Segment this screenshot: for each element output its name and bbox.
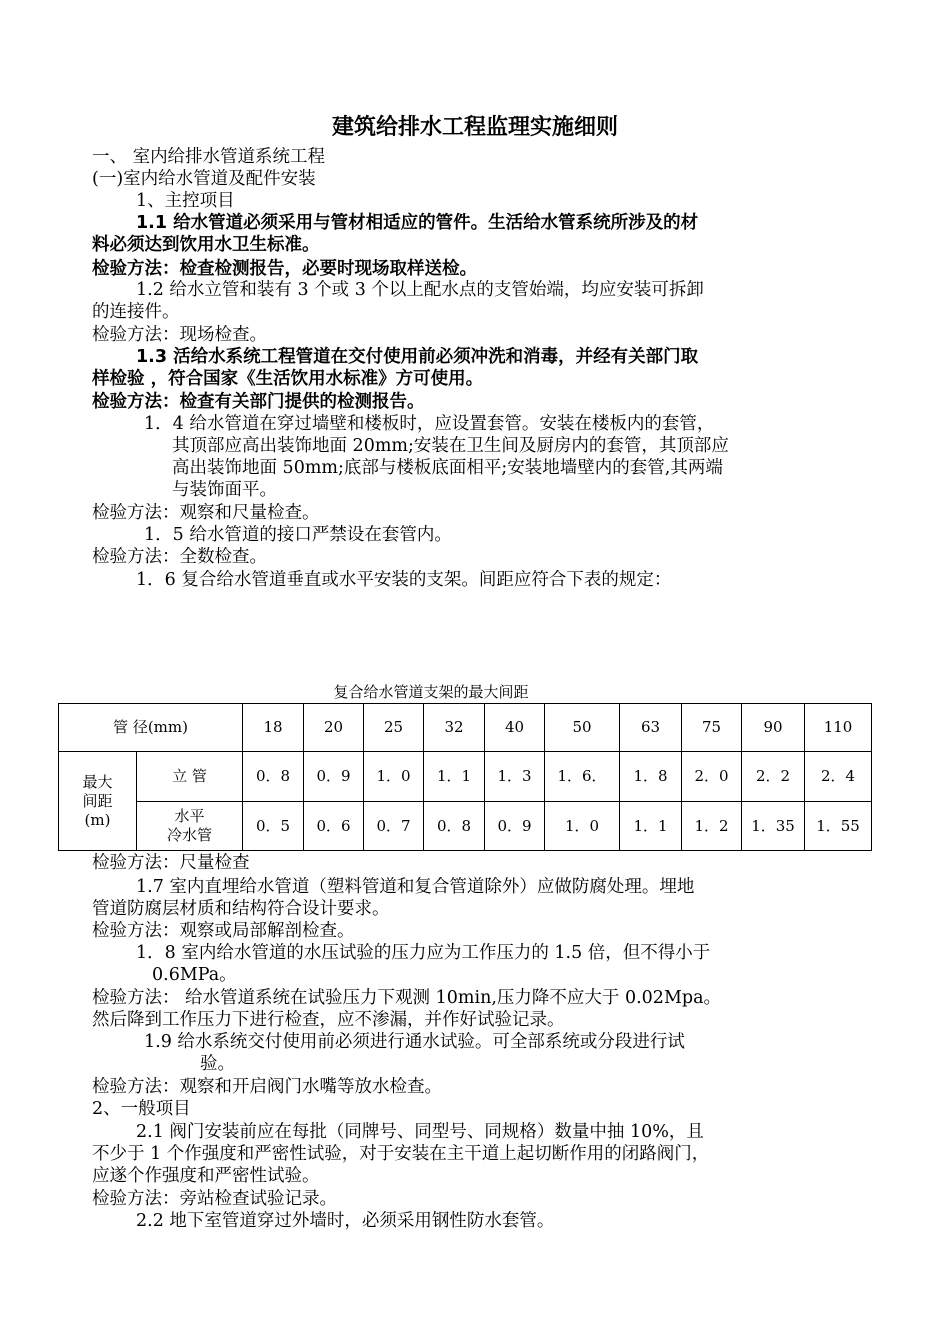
inspection-method: 检验方法：观察或局部解剖检查。: [92, 921, 355, 941]
value-cell: 1．2: [682, 802, 742, 851]
value-cell: 1．35: [742, 802, 805, 851]
paragraph-line: 不少于 1 个作强度和严密性试验，对于安装在主干道上起切断作用的闭路阀门，: [92, 1144, 710, 1164]
value-cell: 0．6: [304, 802, 364, 851]
value-cell: 1．3: [485, 752, 545, 802]
value-cell: 1．1: [424, 752, 485, 802]
table-row: [59, 752, 872, 802]
item-heading: 1、主控项目: [136, 191, 235, 211]
value-cell: 0．8: [243, 752, 304, 802]
paragraph-line: 然后降到工作压力下进行检查，应不渗漏，并作好试验记录。: [92, 1010, 565, 1030]
inspection-method: 检验方法：观察和尺量检查。: [92, 503, 320, 523]
support-spacing-table: [58, 703, 872, 851]
paragraph-line: 1．8 室内给水管道的水压试验的压力应为工作压力的 1.5 倍，但不得小于: [136, 943, 711, 963]
value-cell: 2．4: [805, 752, 872, 802]
item-heading: 2、一般项目: [92, 1099, 191, 1119]
diameter-cell: 90: [742, 704, 805, 752]
value-cell: 0．7: [364, 802, 424, 851]
paragraph-line: 1.1 给水管道必须采用与管材相适应的管件。生活给水管系统所涉及的材: [136, 213, 699, 233]
paragraph-line: 2.2 地下室管道穿过外墙时，必须采用钢性防水套管。: [136, 1211, 555, 1231]
diameter-cell: 40: [485, 704, 545, 752]
diameter-cell: 18: [243, 704, 304, 752]
paragraph-line: 1.3 活给水系统工程管道在交付使用前必须冲洗和消毒，并经有关部门取: [136, 347, 699, 367]
value-cell: 0．9: [485, 802, 545, 851]
value-cell: 2．0: [682, 752, 742, 802]
value-cell: 1．1: [620, 802, 682, 851]
paragraph-line: 其顶部应高出装饰地面 20mm;安装在卫生间及厨房内的套管，其顶部应: [172, 436, 729, 456]
section-heading: 一、 室内给排水管道系统工程: [92, 147, 326, 167]
paragraph-line: 验。: [200, 1054, 235, 1074]
table-row: [59, 802, 872, 851]
paragraph-line: 2.1 阀门安装前应在每批（同牌号、同型号、同规格）数量中抽 10%，且: [136, 1122, 704, 1142]
inspection-method: 检验方法：旁站检查试验记录。: [92, 1189, 337, 1209]
value-cell: 1．0: [545, 802, 620, 851]
page-title: 建筑给排水工程监理实施细则: [331, 115, 618, 140]
diameter-cell: 50: [545, 704, 620, 752]
table-caption: 复合给水管道支架的最大间距: [333, 683, 529, 701]
inspection-method: 检验方法：检查检测报告，必要时现场取样送检。: [92, 259, 477, 279]
header-label: 管 径(mm): [59, 704, 243, 752]
paragraph-line: 1.2 给水立管和装有 3 个或 3 个以上配水点的支管始端，均应安装可拆卸: [136, 280, 704, 300]
inspection-method: 检验方法：观察和开启阀门水嘴等放水检查。: [92, 1077, 442, 1097]
paragraph-line: 应遂个作强度和严密性试验。: [92, 1166, 320, 1186]
table-header-row: [59, 704, 872, 752]
row-label: 立 管: [137, 752, 243, 802]
inspection-method: 检验方法：现场检查。: [92, 325, 267, 345]
inspection-method: 检验方法：检查有关部门提供的检测报告。: [92, 392, 425, 412]
paragraph-line: 高出装饰地面 50mm;底部与楼板底面相平;安装地墙壁内的套管,其两端: [172, 458, 723, 478]
value-cell: 1．8: [620, 752, 682, 802]
value-cell: 0．9: [304, 752, 364, 802]
paragraph-line: 样检验 ，符合国家《生活饮用水标准》方可使用。: [92, 369, 484, 389]
inspection-method: 检验方法： 给水管道系统在试验压力下观测 10min,压力降不应大于 0.02Mpa。: [92, 988, 721, 1008]
diameter-cell: 25: [364, 704, 424, 752]
paragraph-line: 1．4 给水管道在穿过墙壁和楼板时，应设置套管。安装在楼板内的套管，: [144, 414, 715, 434]
paragraph-line: 1.7 室内直埋给水管道（塑料管道和复合管道除外）应做防腐处理。埋地: [136, 877, 695, 897]
value-cell: 1．55: [805, 802, 872, 851]
value-cell: 0．5: [243, 802, 304, 851]
diameter-cell: 32: [424, 704, 485, 752]
value-cell: 2．2: [742, 752, 805, 802]
value-cell: 0．8: [424, 802, 485, 851]
row-label: 水平 冷水管: [137, 802, 243, 851]
paragraph-line: 的连接件。: [92, 302, 180, 322]
paragraph-line: 1．5 给水管道的接口严禁设在套管内。: [144, 525, 452, 545]
paragraph-line: 1.9 给水系统交付使用前必须进行通水试验。可全部系统或分段进行试: [144, 1032, 685, 1052]
paragraph-line: 管道防腐层材质和结构符合设计要求。: [92, 899, 390, 919]
diameter-cell: 63: [620, 704, 682, 752]
paragraph-line: 1．6 复合给水管道垂直或水平安装的支架。间距应符合下表的规定：: [136, 570, 672, 590]
inspection-method: 检验方法：全数检查。: [92, 547, 267, 567]
subsection-heading: (一)室内给水管道及配件安装: [92, 169, 316, 189]
paragraph-line: 0.6MPa。: [152, 965, 237, 985]
row-group-label: 最大 间距 (m): [59, 752, 137, 851]
value-cell: 1．0: [364, 752, 424, 802]
diameter-cell: 110: [805, 704, 872, 752]
paragraph-line: 料必须达到饮用水卫生标准。: [92, 235, 320, 255]
diameter-cell: 20: [304, 704, 364, 752]
value-cell: 1．6．: [545, 752, 620, 802]
diameter-cell: 75: [682, 704, 742, 752]
inspection-method: 检验方法：尺量检查: [92, 853, 250, 873]
paragraph-line: 与装饰面平。: [172, 480, 277, 500]
